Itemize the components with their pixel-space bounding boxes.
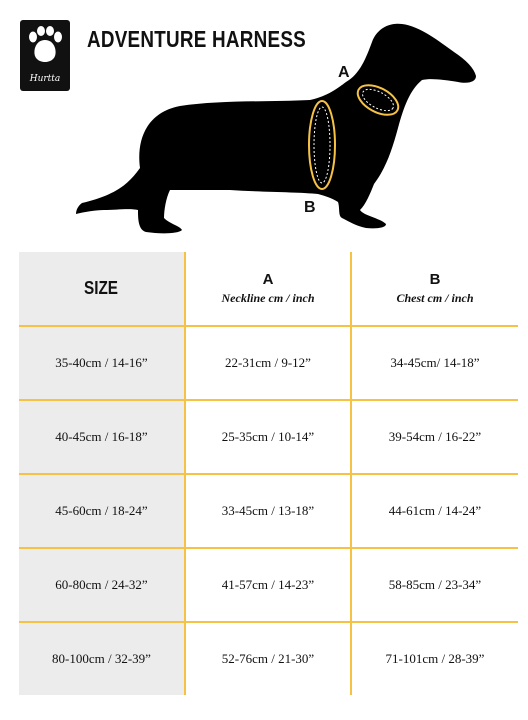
table-row: [19, 548, 518, 622]
neckline-cell: 33-45cm / 13-18”: [185, 474, 351, 548]
size-cell: 60-80cm / 24-32”: [19, 548, 185, 622]
neckline-cell: 22-31cm / 9-12”: [185, 326, 351, 400]
table-row: [19, 400, 518, 474]
neckline-header: [185, 252, 351, 326]
chest-cell: 58-85cm / 23-34”: [351, 548, 518, 622]
logo-text: Hurtta: [29, 74, 61, 84]
chest-cell: 39-54cm / 16-22”: [351, 400, 518, 474]
chest-header: [351, 252, 518, 326]
marker-a-label: A: [338, 64, 350, 81]
paw-icon: [26, 26, 64, 66]
size-header: [19, 252, 185, 326]
chest-header-letter: B: [429, 271, 441, 288]
chest-cell: 34-45cm/ 14-18”: [351, 326, 518, 400]
table-row: [19, 622, 518, 695]
neckline-header-letter: A: [262, 271, 274, 288]
size-cell: 80-100cm / 32-39”: [19, 622, 185, 695]
table-row: [19, 326, 518, 400]
neckline-cell: 25-35cm / 10-14”: [185, 400, 351, 474]
dog-illustration: [70, 18, 490, 240]
table-row: [19, 474, 518, 548]
size-cell: 35-40cm / 14-16”: [19, 326, 185, 400]
size-cell: 45-60cm / 18-24”: [19, 474, 185, 548]
neckline-cell: 52-76cm / 21-30”: [185, 622, 351, 695]
chest-cell: 71-101cm / 28-39”: [385, 651, 485, 666]
chest-cell: 44-61cm / 14-24”: [351, 474, 518, 548]
chest-header-sub: Chest cm / inch: [396, 291, 474, 305]
table-header-row: [19, 252, 518, 326]
marker-b-label: B: [304, 199, 316, 216]
size-header-label: SIZE: [84, 278, 119, 298]
page-title: ADVENTURE HARNESS: [87, 26, 307, 52]
brand-logo: [20, 20, 70, 91]
size-cell: 40-45cm / 16-18”: [19, 400, 185, 474]
size-table: [19, 252, 518, 695]
neckline-header-sub: Neckline cm / inch: [221, 291, 315, 305]
neckline-cell: 41-57cm / 14-23”: [185, 548, 351, 622]
